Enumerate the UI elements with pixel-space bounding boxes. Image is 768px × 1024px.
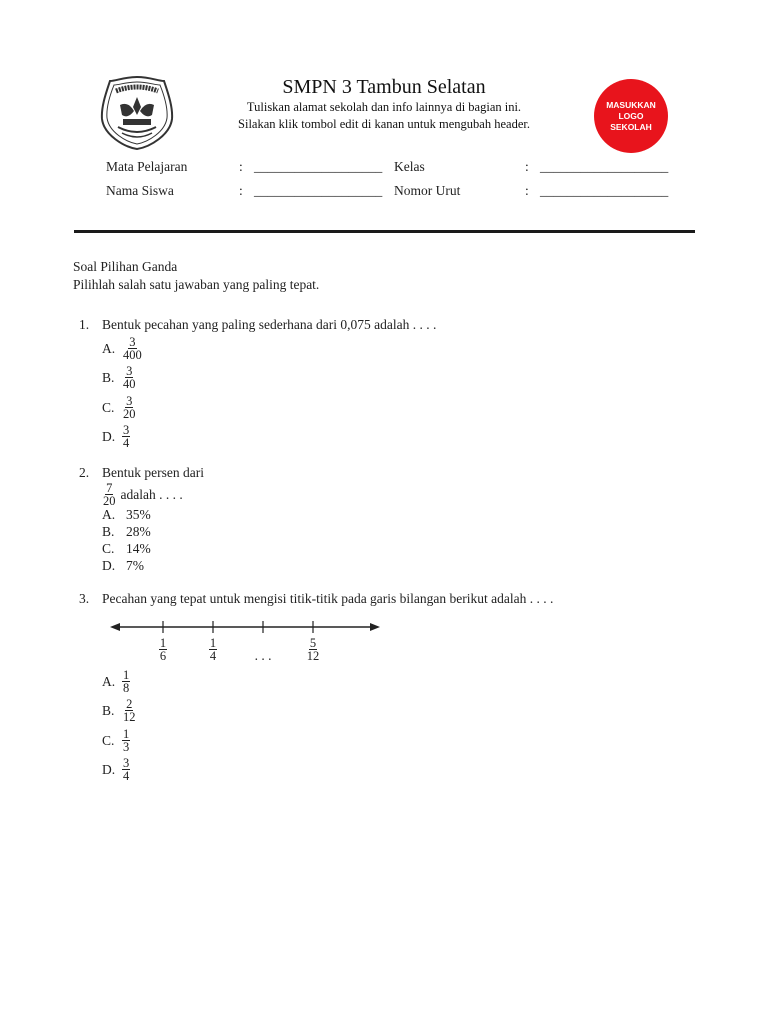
option-letter: A. bbox=[102, 673, 116, 689]
student-label: Nama Siswa bbox=[106, 183, 174, 198]
option-letter: C. bbox=[102, 732, 115, 748]
stem-fraction bbox=[102, 482, 117, 507]
option-b[interactable] bbox=[102, 698, 137, 723]
number-line bbox=[108, 618, 384, 636]
numerator: 3 bbox=[129, 335, 136, 349]
question-stem-fraction-line bbox=[102, 482, 183, 507]
subject-blank[interactable]: ___________________ bbox=[254, 159, 383, 174]
denominator: 12 bbox=[123, 710, 136, 724]
numerator: 5 bbox=[309, 636, 317, 650]
option-fraction bbox=[122, 698, 137, 723]
question-text: Bentuk pecahan yang paling sederhana dari 0,075 adalah . . . . bbox=[102, 317, 437, 332]
option-letter: D. bbox=[102, 558, 116, 573]
option-b[interactable] bbox=[102, 524, 151, 540]
option-fraction bbox=[122, 757, 130, 782]
denominator: 400 bbox=[123, 348, 142, 362]
denominator: 4 bbox=[209, 649, 217, 663]
student-blank[interactable]: ___________________ bbox=[254, 183, 383, 198]
option-letter: D. bbox=[102, 428, 116, 444]
subject-separator: : bbox=[239, 159, 243, 174]
option-text: 7% bbox=[126, 558, 144, 573]
question-text: Pecahan yang tepat untuk mengisi titik-titik pada garis bilangan berikut adalah . . . . bbox=[102, 591, 554, 606]
option-letter: B. bbox=[102, 369, 115, 385]
option-fraction bbox=[122, 424, 130, 449]
option-fraction bbox=[122, 336, 143, 361]
numerator: 3 bbox=[123, 756, 130, 770]
header-info-line-2: Silakan klik tombol edit di kanan untuk mengubah header. bbox=[238, 117, 530, 131]
number-line-label bbox=[198, 637, 228, 662]
option-letter: C. bbox=[102, 399, 115, 415]
option-c[interactable] bbox=[102, 728, 130, 753]
number-line-label bbox=[148, 637, 178, 662]
option-letter: D. bbox=[102, 761, 116, 777]
question-number: 3. bbox=[79, 591, 90, 606]
class-separator: : bbox=[525, 159, 529, 174]
class-label: Kelas bbox=[394, 159, 425, 174]
option-text: 14% bbox=[126, 541, 151, 556]
subject-label: Mata Pelajaran bbox=[106, 159, 188, 174]
right-arrow-icon bbox=[370, 623, 380, 631]
denominator: 20 bbox=[123, 407, 136, 421]
denominator: 8 bbox=[123, 681, 130, 695]
section-instruction: Pilihlah salah satu jawaban yang paling tepat. bbox=[73, 277, 320, 292]
option-letter: C. bbox=[102, 541, 115, 556]
left-arrow-icon bbox=[110, 623, 120, 631]
question-number: 2. bbox=[79, 465, 90, 480]
number-label: Nomor Urut bbox=[394, 183, 461, 198]
logo-line-1: MASUKKAN bbox=[606, 99, 656, 110]
question-number: 1. bbox=[79, 317, 90, 332]
logo-line-2: LOGO bbox=[618, 110, 644, 121]
number-line-label bbox=[298, 637, 328, 662]
numerator: 1 bbox=[123, 668, 130, 682]
denominator: 4 bbox=[123, 769, 130, 783]
option-text: 28% bbox=[126, 524, 151, 539]
option-a[interactable] bbox=[102, 507, 151, 523]
option-letter: A. bbox=[102, 507, 116, 522]
option-a[interactable] bbox=[102, 336, 143, 361]
option-fraction bbox=[122, 728, 130, 753]
denominator: 12 bbox=[306, 649, 320, 663]
option-letter: A. bbox=[102, 340, 116, 356]
number-separator: : bbox=[525, 183, 529, 198]
option-letter: B. bbox=[102, 702, 115, 718]
option-b[interactable] bbox=[102, 365, 137, 390]
denominator: 6 bbox=[159, 649, 167, 663]
option-fraction bbox=[122, 365, 137, 390]
numerator: 2 bbox=[126, 697, 133, 711]
numerator: 7 bbox=[106, 481, 113, 495]
option-fraction bbox=[122, 395, 137, 420]
numerator: 1 bbox=[123, 727, 130, 741]
header-divider bbox=[74, 230, 695, 233]
option-a[interactable] bbox=[102, 669, 130, 694]
numerator: 3 bbox=[126, 394, 133, 408]
denominator: 20 bbox=[103, 494, 116, 508]
numerator: 3 bbox=[126, 364, 133, 378]
option-fraction bbox=[122, 669, 130, 694]
school-name: SMPN 3 Tambun Selatan bbox=[282, 76, 486, 98]
numerator: 3 bbox=[123, 423, 130, 437]
denominator: 3 bbox=[123, 740, 130, 754]
number-line-ellipsis: . . . bbox=[254, 648, 272, 663]
option-d[interactable] bbox=[102, 558, 144, 574]
numerator: 1 bbox=[159, 636, 167, 650]
denominator: 4 bbox=[123, 436, 130, 450]
school-logo-placeholder bbox=[594, 79, 668, 153]
stem-suffix: adalah . . . . bbox=[120, 486, 183, 502]
section-title: Soal Pilihan Ganda bbox=[73, 259, 178, 274]
option-text: 35% bbox=[126, 507, 151, 522]
header-info-line-1: Tuliskan alamat sekolah dan info lainnya di bagian ini. bbox=[246, 100, 522, 114]
option-c[interactable] bbox=[102, 541, 151, 557]
student-separator: : bbox=[239, 183, 243, 198]
option-d[interactable] bbox=[102, 424, 130, 449]
option-letter: B. bbox=[102, 524, 115, 539]
logo-line-3: SEKOLAH bbox=[610, 121, 652, 132]
numerator: 1 bbox=[209, 636, 217, 650]
option-c[interactable] bbox=[102, 395, 137, 420]
question-text: Bentuk persen dari bbox=[102, 465, 204, 480]
option-d[interactable] bbox=[102, 757, 130, 782]
number-blank[interactable]: ___________________ bbox=[540, 183, 669, 198]
class-blank[interactable]: ___________________ bbox=[540, 159, 669, 174]
denominator: 40 bbox=[123, 377, 136, 391]
